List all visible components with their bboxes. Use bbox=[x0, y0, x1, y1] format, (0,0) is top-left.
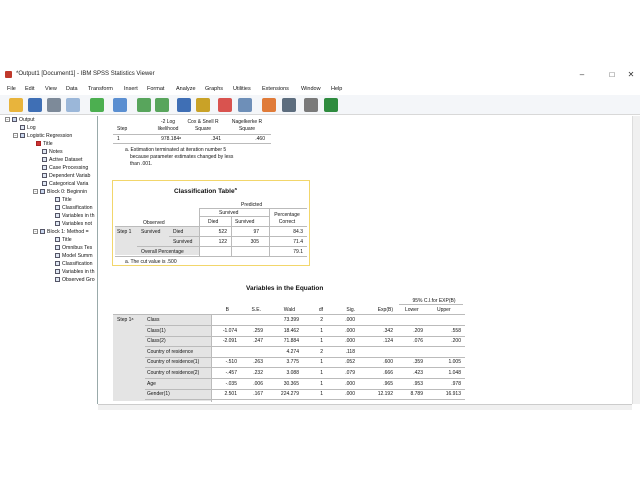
row-label: Gender(1) bbox=[147, 391, 170, 398]
table-icon bbox=[55, 253, 60, 258]
table-rule bbox=[399, 304, 463, 305]
table-rule bbox=[169, 236, 307, 237]
cell-upper: .200 bbox=[451, 338, 461, 345]
cell-wald: 30.365 bbox=[283, 380, 299, 387]
col-header-lower: Lower bbox=[405, 307, 419, 313]
col-survived-header: Survived bbox=[235, 219, 255, 225]
tree-item-variables-in-equation[interactable] bbox=[55, 213, 95, 220]
goto-case-icon[interactable] bbox=[196, 98, 210, 112]
cell-upper: 1.005 bbox=[448, 359, 461, 366]
cell-wald: 71.884 bbox=[283, 338, 299, 345]
footnote-line-1: a. Estimation terminated at iteration number 5 bbox=[125, 147, 227, 153]
cell-survived-survived: 305 bbox=[250, 239, 259, 245]
chart-icon bbox=[55, 277, 60, 282]
cell-expb: 12.192 bbox=[377, 391, 393, 398]
tree-label: Title bbox=[62, 237, 72, 243]
vertical-scrollbar[interactable] bbox=[632, 116, 640, 404]
tree-item-dependent-variable[interactable] bbox=[42, 173, 90, 180]
col-header-step: Step bbox=[117, 126, 128, 132]
cell-upper: 1.048 bbox=[448, 370, 461, 376]
menu-graphs[interactable]: Graphs bbox=[205, 86, 224, 92]
cell-upper: .558 bbox=[451, 327, 461, 334]
cell-wald: 3.088 bbox=[286, 370, 299, 376]
book-icon bbox=[40, 229, 45, 234]
table-rule bbox=[115, 256, 307, 257]
tree-label: Omnibus Tes bbox=[62, 245, 93, 251]
window-title: *Output1 [Document1] - IBM SPSS Statistics Viewer bbox=[16, 71, 155, 77]
tree-item-output[interactable] bbox=[5, 117, 35, 124]
cell-lower: .953 bbox=[413, 380, 423, 387]
cell-expb: .342 bbox=[383, 327, 393, 334]
redo-icon[interactable] bbox=[155, 98, 169, 112]
book-icon bbox=[20, 133, 25, 138]
cell-wald: 3.775 bbox=[286, 359, 299, 366]
minimize-button[interactable]: – bbox=[579, 70, 585, 79]
cell-df: 1 bbox=[320, 370, 323, 376]
tree-label: Output bbox=[19, 117, 35, 123]
cell-wald: 224.279 bbox=[280, 391, 299, 398]
col-header-b: B bbox=[225, 307, 229, 313]
menu-help[interactable]: Help bbox=[331, 86, 343, 92]
collapse-toggle-icon[interactable]: − bbox=[6, 117, 9, 123]
cell-expb: .666 bbox=[383, 370, 393, 376]
goto-data-icon[interactable] bbox=[177, 98, 191, 112]
table-rule bbox=[137, 246, 307, 247]
col-header-wald: Wald bbox=[283, 307, 295, 313]
table-icon bbox=[55, 205, 60, 210]
cell-wald: 4.274 bbox=[286, 348, 299, 355]
menu-bar bbox=[0, 84, 640, 95]
cell-sig: .079 bbox=[345, 370, 355, 376]
table-rule-vertical bbox=[231, 217, 232, 256]
menu-edit[interactable]: Edit bbox=[25, 86, 35, 92]
undo-icon[interactable] bbox=[137, 98, 151, 112]
cell-step: 1 bbox=[117, 136, 120, 142]
tree-label: Log bbox=[27, 125, 36, 131]
tree-item-block-1[interactable] bbox=[33, 229, 89, 236]
tree-item-active-dataset[interactable] bbox=[42, 157, 82, 164]
cell-expb: .965 bbox=[383, 380, 393, 387]
collapse-toggle-icon[interactable]: − bbox=[14, 133, 17, 139]
menu-transform[interactable]: Transform bbox=[88, 86, 113, 92]
goto-variable-icon[interactable] bbox=[218, 98, 232, 112]
tree-label: Observed Gro bbox=[62, 277, 95, 283]
classification-footnote: a. The cut value is .500 bbox=[125, 259, 177, 265]
table-rule bbox=[145, 378, 465, 379]
tree-label: Notes bbox=[49, 149, 63, 155]
cell-lower: .359 bbox=[413, 359, 423, 366]
table-rule bbox=[145, 325, 465, 326]
tree-item-categorical-variables[interactable] bbox=[42, 181, 88, 188]
table-icon bbox=[55, 221, 60, 226]
title-icon bbox=[55, 237, 60, 242]
notes-icon bbox=[42, 149, 47, 154]
table-rule bbox=[145, 389, 465, 390]
table-icon bbox=[42, 157, 47, 162]
tree-label: Logistic Regression bbox=[27, 133, 73, 139]
row-label: Country of residence(1) bbox=[147, 359, 200, 366]
menu-utilities[interactable]: Utilities bbox=[233, 86, 251, 92]
promote-icon[interactable] bbox=[262, 98, 276, 112]
tree-label: Variables not bbox=[62, 221, 92, 227]
cell-died-died: 522 bbox=[218, 229, 227, 235]
cell-b: -1.074 bbox=[222, 327, 237, 334]
cell-wald: 73.399 bbox=[283, 317, 299, 323]
horizontal-scrollbar[interactable] bbox=[98, 404, 632, 410]
output-content-pane bbox=[99, 116, 632, 404]
row-label: Country of residence(2) bbox=[147, 370, 200, 376]
pct-header-2: Correct bbox=[278, 219, 296, 225]
col-header-df: df bbox=[318, 307, 323, 313]
table-icon bbox=[55, 269, 60, 274]
observed-header: Observed bbox=[143, 220, 165, 226]
output-book-icon bbox=[12, 117, 17, 122]
cell-survived-pct: 71.4 bbox=[293, 239, 303, 245]
row-label: Class bbox=[147, 317, 160, 323]
cell-died-pct: 84.3 bbox=[293, 229, 303, 235]
cell-lower: .209 bbox=[413, 327, 423, 334]
tree-label: Block 1: Method = bbox=[47, 229, 89, 235]
cell-lower: 8.789 bbox=[410, 391, 423, 398]
table-icon bbox=[55, 261, 60, 266]
footnote-line-3: than .001. bbox=[130, 161, 153, 167]
spss-viewer-window bbox=[0, 66, 640, 410]
tree-label: Categorical Varia bbox=[49, 181, 89, 187]
cell-sig: .000 bbox=[345, 317, 355, 323]
col-header-cox-snell-1: Cox & Snell R bbox=[187, 119, 219, 125]
row-label: Age bbox=[147, 380, 156, 387]
menu-view[interactable]: View bbox=[45, 86, 57, 92]
table-rule bbox=[145, 399, 465, 400]
col-header-nagelkerke-2: Square bbox=[238, 126, 256, 132]
cell-log-likelihood: 978.184ᵃ bbox=[161, 136, 181, 142]
tree-item-variables-not[interactable] bbox=[55, 221, 92, 228]
col-header-se: S.E. bbox=[251, 307, 261, 313]
tree-item-variables-in-equation[interactable] bbox=[55, 269, 95, 276]
row-label-died: Died bbox=[173, 229, 184, 235]
tree-item-title[interactable] bbox=[36, 141, 53, 148]
table-rule bbox=[145, 346, 465, 347]
table-rule bbox=[145, 336, 465, 337]
spss-app-icon bbox=[5, 71, 12, 78]
classification-table-title bbox=[174, 186, 237, 195]
footnote-line-2: because parameter estimates changed by less bbox=[130, 154, 234, 160]
table-rule bbox=[113, 143, 271, 144]
cell-wald: 18.462 bbox=[283, 327, 299, 334]
cell-sig: .000 bbox=[345, 338, 355, 345]
row-label: Class(1) bbox=[147, 327, 166, 334]
title-bar bbox=[0, 66, 640, 84]
cell-se: .167 bbox=[253, 391, 263, 398]
print-preview-icon[interactable] bbox=[66, 98, 80, 112]
col-header-expb: Exp(B) bbox=[377, 307, 393, 313]
step-label: Step 1ᵃ bbox=[117, 317, 134, 323]
tree-item-classification[interactable] bbox=[55, 205, 93, 212]
row-label: Country of residence bbox=[147, 348, 194, 355]
cell-sig: .118 bbox=[345, 348, 355, 355]
col-header-upper: Upper bbox=[437, 307, 451, 313]
cell-se: .259 bbox=[253, 327, 263, 334]
table-icon bbox=[55, 213, 60, 218]
tree-item-block-0[interactable] bbox=[33, 189, 87, 196]
open-folder-icon[interactable] bbox=[9, 98, 23, 112]
table-rule bbox=[199, 208, 307, 209]
predicted-header: Predicted bbox=[241, 202, 263, 208]
collapse-toggle-icon[interactable]: − bbox=[34, 189, 37, 195]
survived-group-header: Survived bbox=[219, 210, 239, 216]
tree-item-title[interactable] bbox=[55, 237, 72, 244]
table-rule-vertical bbox=[199, 208, 200, 256]
tree-item-title[interactable] bbox=[55, 197, 72, 204]
cell-sig: .000 bbox=[345, 380, 355, 387]
cell-b: -2.091 bbox=[222, 338, 237, 345]
tree-item-observed-groups[interactable] bbox=[55, 277, 95, 284]
table-icon bbox=[42, 165, 47, 170]
export-icon[interactable] bbox=[90, 98, 104, 112]
menu-file[interactable]: File bbox=[7, 86, 16, 92]
tree-item-logistic-regression[interactable] bbox=[13, 133, 72, 140]
cell-expb: .600 bbox=[383, 359, 393, 366]
row-label: Class(2) bbox=[147, 338, 166, 345]
cell-df: 1 bbox=[320, 391, 323, 398]
save-icon[interactable] bbox=[28, 98, 42, 112]
table-icon bbox=[42, 181, 47, 186]
tree-item-model-summary[interactable] bbox=[55, 253, 93, 260]
variables-table-title: Variables in the Equation bbox=[246, 285, 324, 292]
table-rule bbox=[113, 134, 271, 135]
maximize-button[interactable]: □ bbox=[609, 70, 615, 79]
cell-cox-snell: .341 bbox=[211, 136, 221, 142]
cell-b: 2.501 bbox=[224, 391, 237, 398]
hide-icon[interactable] bbox=[304, 98, 318, 112]
cell-df: 2 bbox=[320, 348, 323, 355]
table-icon bbox=[55, 245, 60, 250]
cell-b: -.510 bbox=[225, 359, 237, 366]
cell-overall-pct: 79.1 bbox=[293, 249, 303, 255]
table-rule bbox=[145, 367, 465, 368]
cell-b: -.035 bbox=[225, 380, 237, 387]
tree-item-log[interactable] bbox=[20, 125, 36, 132]
cell-df: 2 bbox=[320, 317, 323, 323]
tree-label: Variables in th bbox=[62, 213, 95, 219]
tree-label: Model Summ bbox=[62, 253, 93, 259]
cell-lower: .423 bbox=[413, 370, 423, 376]
ci-header: 95% C.I.for EXP(B) bbox=[412, 298, 456, 304]
cell-nagelkerke: .460 bbox=[255, 136, 265, 142]
tree-label: Title bbox=[62, 197, 72, 203]
tree-item-notes[interactable] bbox=[42, 149, 63, 156]
overall-pct-label: Overall Percentage bbox=[141, 249, 184, 255]
title-footnote-marker: a bbox=[234, 186, 237, 191]
tree-label: Variables in th bbox=[62, 269, 95, 275]
tree-item-classification[interactable] bbox=[55, 261, 93, 268]
cell-df: 1 bbox=[320, 359, 323, 366]
cell-se: .232 bbox=[253, 370, 263, 376]
col-header-sig: Sig. bbox=[346, 307, 355, 313]
collapse-toggle-icon[interactable]: − bbox=[34, 229, 37, 235]
tree-item-omnibus-tests[interactable] bbox=[55, 245, 92, 252]
tree-label: Classification bbox=[62, 205, 93, 211]
cell-survived-died: 122 bbox=[218, 239, 227, 245]
cell-lower: .076 bbox=[413, 338, 423, 345]
cell-sig: .000 bbox=[345, 391, 355, 398]
insert-heading-icon[interactable] bbox=[324, 98, 338, 112]
row-label-survived: Survived bbox=[173, 239, 193, 245]
cell-df: 1 bbox=[320, 338, 323, 345]
table-icon bbox=[42, 173, 47, 178]
book-icon bbox=[40, 189, 45, 194]
row-variable-label: Survived bbox=[141, 229, 161, 235]
col-died-header: Died bbox=[208, 219, 219, 225]
table-rule-vertical bbox=[269, 208, 270, 256]
menu-format[interactable]: Format bbox=[147, 86, 165, 92]
cell-b: -.457 bbox=[225, 370, 237, 376]
tree-item-case-processing[interactable] bbox=[42, 165, 88, 172]
menu-data[interactable]: Data bbox=[66, 86, 78, 92]
title-icon bbox=[36, 141, 41, 146]
col-header-nagelkerke-1: Nagelkerke R bbox=[231, 119, 263, 125]
tree-label: Dependent Variab bbox=[49, 173, 91, 179]
recall-dialog-icon[interactable] bbox=[113, 98, 127, 112]
cell-se: .263 bbox=[253, 359, 263, 366]
menu-window[interactable]: Window bbox=[301, 86, 321, 92]
col-header-cox-snell-2: Square bbox=[194, 126, 212, 132]
table-rule-vertical bbox=[211, 314, 212, 402]
tree-label: Active Dataset bbox=[49, 157, 83, 163]
cell-sig: .052 bbox=[345, 359, 355, 366]
cell-df: 1 bbox=[320, 327, 323, 334]
tree-label: Case Processing bbox=[49, 165, 89, 171]
tree-label: Title bbox=[43, 141, 53, 147]
step-label: Step 1 bbox=[117, 229, 132, 235]
cell-se: .006 bbox=[253, 380, 263, 387]
cell-upper: .978 bbox=[451, 380, 461, 387]
print-icon[interactable] bbox=[47, 98, 61, 112]
title-text: Classification Table bbox=[174, 188, 235, 196]
demote-icon[interactable] bbox=[282, 98, 296, 112]
close-button[interactable]: ✕ bbox=[627, 70, 635, 79]
cell-died-survived: 97 bbox=[253, 229, 259, 235]
title-icon bbox=[55, 197, 60, 202]
outline-pane bbox=[0, 116, 98, 404]
col-header-log-likelihood-1: -2 Log bbox=[160, 119, 176, 125]
cell-upper: 16.913 bbox=[445, 391, 461, 398]
tree-label: Classification bbox=[62, 261, 93, 267]
pct-header-1: Percentage bbox=[274, 212, 300, 218]
cell-df: 1 bbox=[320, 380, 323, 387]
table-rule bbox=[199, 216, 269, 217]
tree-label: Block 0: Beginnin bbox=[47, 189, 88, 195]
log-icon bbox=[20, 125, 25, 130]
col-header-log-likelihood-2: likelihood bbox=[157, 126, 179, 132]
toolbar bbox=[0, 95, 640, 115]
variables-icon[interactable] bbox=[238, 98, 252, 112]
cell-se: .247 bbox=[253, 338, 263, 345]
menu-analyze[interactable]: Analyze bbox=[176, 86, 196, 92]
cell-sig: .000 bbox=[345, 327, 355, 334]
menu-insert[interactable]: Insert bbox=[124, 86, 138, 92]
table-rule bbox=[145, 357, 465, 358]
cell-expb: .124 bbox=[383, 338, 393, 345]
menu-extensions[interactable]: Extensions bbox=[262, 86, 289, 92]
